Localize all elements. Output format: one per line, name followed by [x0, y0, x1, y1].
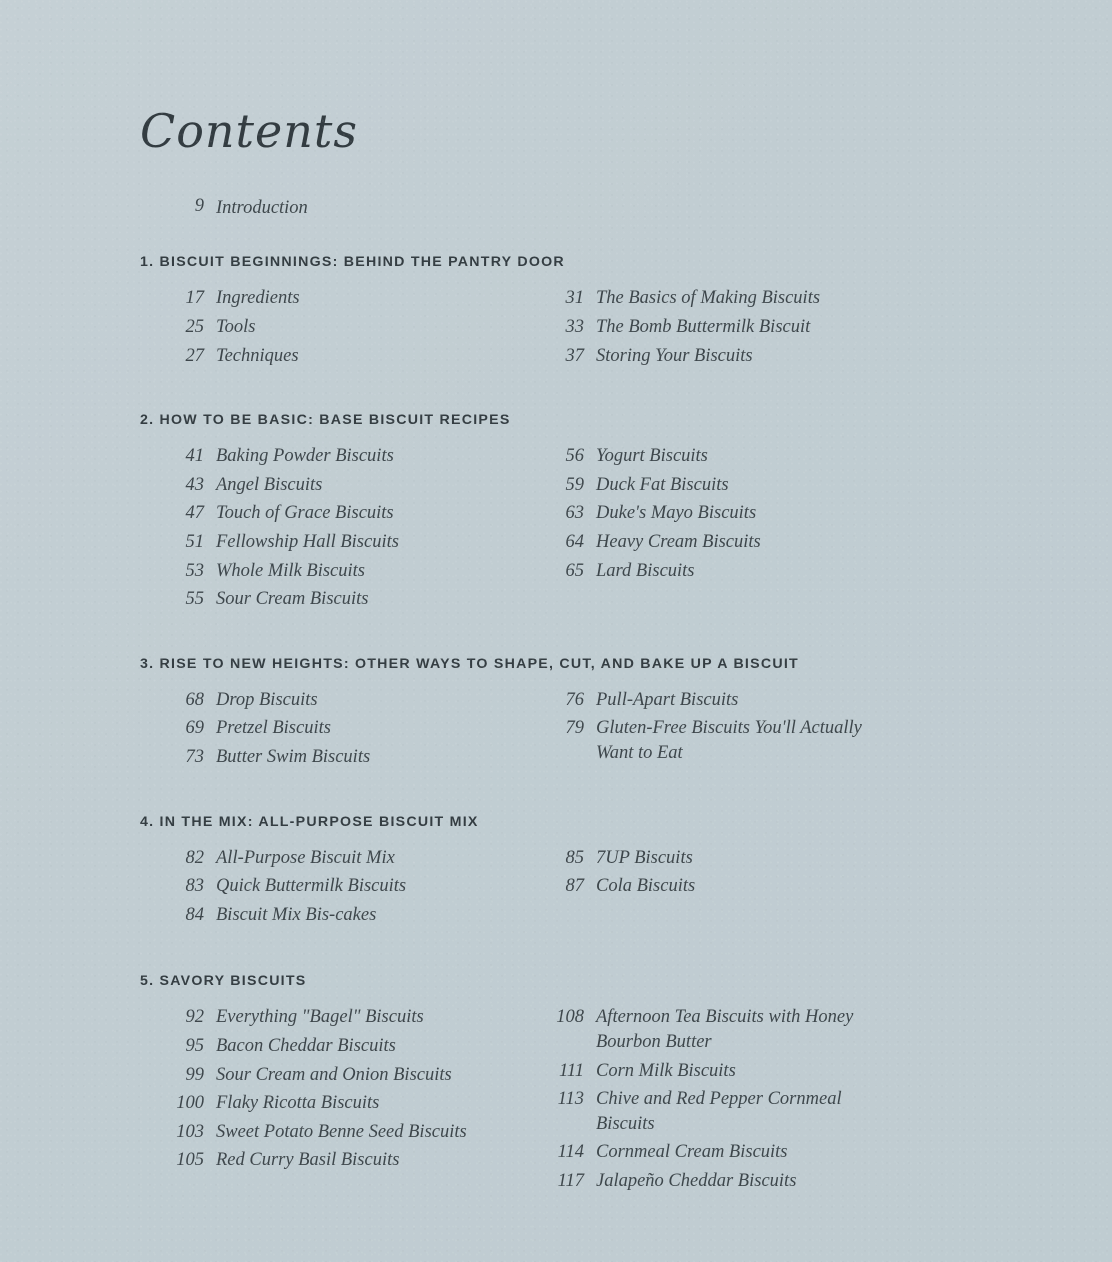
- toc-entry[interactable]: [160, 1034, 540, 1059]
- entry-title: Fellowship Hall Biscuits: [216, 531, 399, 552]
- toc-entry-introduction[interactable]: [160, 196, 970, 220]
- entry-page-number: 92: [185, 1007, 204, 1028]
- section-column-left: [160, 1005, 540, 1197]
- entry-page-number: 84: [185, 904, 204, 925]
- section-column-left: [160, 444, 540, 616]
- entry-page-number: 51: [185, 531, 204, 552]
- entry-page-number: 9: [194, 196, 204, 216]
- toc-entry[interactable]: [540, 473, 960, 498]
- section-columns: [160, 846, 970, 932]
- toc-entry[interactable]: [160, 846, 540, 871]
- entry-title: Angel Biscuits: [216, 474, 323, 495]
- entry-page-number: 117: [557, 1170, 584, 1191]
- section-column-right: [540, 1005, 960, 1197]
- entry-title: Pull-Apart Biscuits: [596, 689, 739, 710]
- toc-entry[interactable]: [540, 716, 960, 765]
- entry-page-number: 105: [176, 1150, 204, 1171]
- toc-entry[interactable]: [160, 1005, 540, 1030]
- entry-page-number: 76: [565, 689, 584, 710]
- entry-title: Drop Biscuits: [216, 689, 318, 710]
- toc-entry[interactable]: [160, 874, 540, 899]
- section-column-left: [160, 846, 540, 932]
- entry-page-number: 37: [565, 345, 584, 366]
- entry-title: Baking Powder Biscuits: [216, 446, 394, 467]
- entry-title: The Basics of Making Biscuits: [596, 288, 821, 309]
- toc-entry[interactable]: [540, 501, 960, 526]
- toc-entry[interactable]: [540, 344, 960, 369]
- page-title: Contents: [140, 104, 358, 158]
- toc-section-2: [140, 412, 970, 616]
- entry-page-number: 83: [185, 876, 204, 897]
- toc-section-1: [140, 254, 970, 372]
- toc-entry[interactable]: [160, 559, 540, 584]
- entry-page-number: 100: [176, 1093, 204, 1114]
- section-heading: 4. IN THE MIX: ALL-PURPOSE BISCUIT MIX: [140, 813, 479, 830]
- section-column-left: [160, 286, 540, 372]
- entry-page-number: 79: [565, 718, 584, 739]
- section-columns: [160, 1005, 970, 1197]
- entry-page-number: 56: [565, 446, 584, 467]
- entry-title: Introduction: [216, 198, 308, 218]
- toc-entry[interactable]: [540, 1140, 960, 1165]
- entry-page-number: 82: [185, 847, 204, 868]
- toc-entry[interactable]: [540, 530, 960, 555]
- toc-entry[interactable]: [160, 444, 540, 469]
- section-columns: [160, 444, 970, 616]
- toc-entry[interactable]: [160, 587, 540, 612]
- entry-page-number: 31: [565, 288, 584, 309]
- entry-page-number: 27: [185, 345, 204, 366]
- entry-page-number: 113: [557, 1089, 584, 1110]
- toc-entry[interactable]: [540, 846, 960, 871]
- entry-title: Pretzel Biscuits: [216, 718, 331, 739]
- toc-section-3: [140, 656, 970, 774]
- entry-page-number: 55: [185, 589, 204, 610]
- entry-title: Heavy Cream Biscuits: [596, 531, 761, 552]
- toc-entry[interactable]: [160, 286, 540, 311]
- toc-entry[interactable]: [160, 745, 540, 770]
- entry-page-number: 43: [185, 474, 204, 495]
- entry-page-number: 47: [185, 503, 204, 524]
- entry-page-number: 103: [176, 1121, 204, 1142]
- toc-entry[interactable]: [160, 1120, 540, 1145]
- toc-entry[interactable]: [160, 501, 540, 526]
- entry-page-number: 87: [565, 876, 584, 897]
- section-heading: 2. HOW TO BE BASIC: BASE BISCUIT RECIPES: [140, 412, 511, 429]
- section-heading: 5. SAVORY BISCUITS: [140, 973, 307, 990]
- entry-page-number: 53: [185, 560, 204, 581]
- entry-page-number: 111: [558, 1060, 584, 1081]
- toc-entry[interactable]: [160, 688, 540, 713]
- entry-page-number: 41: [185, 446, 204, 467]
- entry-title: Tools: [216, 317, 256, 337]
- toc-entry[interactable]: [540, 1087, 960, 1136]
- toc-entry[interactable]: [540, 559, 960, 584]
- toc-entry[interactable]: [540, 688, 960, 713]
- toc-entry[interactable]: [160, 344, 540, 369]
- toc-section-5: [140, 973, 970, 1197]
- entry-title: Flaky Ricotta Biscuits: [216, 1093, 380, 1114]
- entry-page-number: 65: [565, 560, 584, 581]
- toc-entry[interactable]: [160, 903, 540, 928]
- entry-page-number: 114: [557, 1142, 584, 1163]
- toc-entry[interactable]: [160, 1063, 540, 1088]
- entry-title: The Bomb Buttermilk Biscuit: [596, 317, 811, 337]
- toc-entry[interactable]: [160, 530, 540, 555]
- entry-title: Ingredients: [216, 288, 300, 309]
- entry-title: Butter Swim Biscuits: [216, 746, 371, 767]
- section-heading: 3. RISE TO NEW HEIGHTS: OTHER WAYS TO SHAPE, CUT, AND BAKE UP A BISCUIT: [140, 655, 799, 672]
- section-columns: [160, 286, 970, 372]
- toc-entry[interactable]: [160, 716, 540, 741]
- section-heading: 1. BISCUIT BEGINNINGS: BEHIND THE PANTRY DOOR: [140, 254, 565, 271]
- toc-entry[interactable]: [160, 473, 540, 498]
- toc-entry[interactable]: [160, 315, 540, 340]
- section-columns: [160, 688, 970, 774]
- section-column-right: [540, 688, 960, 774]
- entry-page-number: 33: [565, 317, 584, 337]
- entry-title: Techniques: [216, 345, 299, 366]
- entry-title: Everything "Bagel" Biscuits: [216, 1007, 424, 1028]
- entry-title: Lard Biscuits: [596, 560, 695, 581]
- entry-page-number: 69: [185, 718, 204, 739]
- entry-title: Chive and Red Pepper Cornmeal Biscuits: [596, 1089, 842, 1134]
- entry-title: 7UP Biscuits: [596, 847, 693, 868]
- entry-title: Duke's Mayo Biscuits: [596, 503, 757, 524]
- toc-entry[interactable]: [540, 1059, 960, 1084]
- toc-entry[interactable]: [540, 874, 960, 899]
- entry-title: Whole Milk Biscuits: [216, 560, 365, 581]
- entry-page-number: 25: [185, 317, 204, 337]
- entry-title: Sour Cream and Onion Biscuits: [216, 1064, 452, 1085]
- entry-title: Cola Biscuits: [596, 876, 696, 897]
- section-column-right: [540, 846, 960, 932]
- entry-page-number: 99: [185, 1064, 204, 1085]
- entry-title: Red Curry Basil Biscuits: [216, 1150, 400, 1171]
- entry-page-number: 95: [185, 1035, 204, 1056]
- entry-page-number: 73: [185, 746, 204, 767]
- toc-entry[interactable]: [160, 1148, 540, 1173]
- entry-page-number: 64: [565, 531, 584, 552]
- toc-entry[interactable]: [160, 1091, 540, 1116]
- entry-title: Biscuit Mix Bis-cakes: [216, 904, 377, 925]
- entry-page-number: 108: [556, 1007, 584, 1028]
- entry-title: Jalapeño Cheddar Biscuits: [596, 1170, 797, 1191]
- entry-title: Sweet Potato Benne Seed Biscuits: [216, 1121, 467, 1142]
- entry-page-number: 59: [565, 474, 584, 495]
- toc-entry[interactable]: [540, 1169, 960, 1194]
- entry-title: Storing Your Biscuits: [596, 345, 753, 366]
- toc-entry[interactable]: [540, 286, 960, 311]
- entry-title: All-Purpose Biscuit Mix: [216, 847, 395, 868]
- entry-title: Duck Fat Biscuits: [596, 474, 729, 495]
- entry-title: Cornmeal Cream Biscuits: [596, 1142, 788, 1163]
- section-column-right: [540, 444, 960, 616]
- entry-page-number: 68: [185, 689, 204, 710]
- entry-title: Gluten-Free Biscuits You'll Actually Want to Eat: [596, 718, 862, 763]
- entry-title: Afternoon Tea Biscuits with Honey Bourbon Butter: [596, 1007, 854, 1052]
- toc-entry[interactable]: [540, 315, 960, 340]
- toc-section-4: [140, 814, 970, 932]
- entry-page-number: 63: [565, 503, 584, 524]
- toc-entry[interactable]: [540, 444, 960, 469]
- toc-body: [140, 196, 970, 1219]
- entry-page-number: 85: [565, 847, 584, 868]
- entry-page-number: 17: [185, 288, 204, 309]
- entry-title: Touch of Grace Biscuits: [216, 503, 394, 524]
- entry-title: Quick Buttermilk Biscuits: [216, 876, 407, 897]
- section-column-left: [160, 688, 540, 774]
- section-column-right: [540, 286, 960, 372]
- entry-title: Sour Cream Biscuits: [216, 589, 369, 610]
- entry-title: Corn Milk Biscuits: [596, 1060, 736, 1081]
- entry-title: Bacon Cheddar Biscuits: [216, 1035, 396, 1056]
- entry-title: Yogurt Biscuits: [596, 446, 708, 467]
- toc-entry[interactable]: [540, 1005, 960, 1054]
